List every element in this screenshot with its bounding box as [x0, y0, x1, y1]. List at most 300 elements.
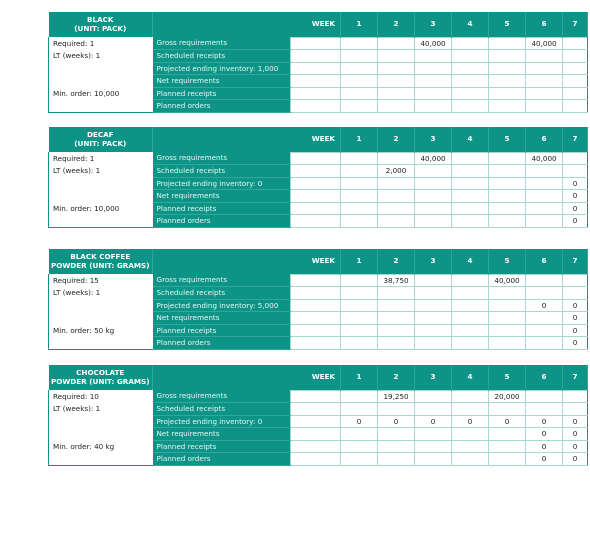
value-cell	[526, 337, 563, 350]
value-cell	[341, 274, 378, 287]
value-cell	[526, 215, 563, 228]
value-cell	[489, 202, 526, 215]
item-parameter	[49, 337, 153, 350]
week-number: 6	[526, 127, 563, 152]
value-cell	[526, 100, 563, 113]
week-0-cell	[291, 100, 341, 113]
item-title-line1: DECAF	[86, 130, 114, 139]
value-cell	[415, 440, 452, 453]
value-cell	[341, 403, 378, 416]
value-cell	[526, 177, 563, 190]
value-cell	[526, 62, 563, 75]
table-row	[49, 62, 588, 75]
item-title	[49, 249, 153, 274]
value-cell	[378, 75, 415, 88]
value-cell	[415, 165, 452, 178]
item-parameter: LT (weeks): 1	[49, 287, 153, 300]
value-cell	[452, 440, 489, 453]
value-cell	[489, 37, 526, 50]
value-cell	[526, 87, 563, 100]
week-number: 1	[341, 12, 378, 37]
table-row	[49, 152, 588, 165]
row-label: Projected ending inventory: 5,000	[153, 299, 291, 312]
value-cell	[415, 87, 452, 100]
value-cell	[415, 177, 452, 190]
value-cell	[489, 62, 526, 75]
value-cell: 2,000	[378, 165, 415, 178]
value-cell	[489, 453, 526, 466]
item-title-line2: (UNIT: PACK)	[74, 23, 127, 33]
week-number: 3	[415, 12, 452, 37]
table-row	[49, 324, 588, 337]
row-label: Gross requirements	[153, 390, 291, 403]
value-cell	[563, 274, 588, 287]
value-cell	[341, 87, 378, 100]
value-cell	[341, 390, 378, 403]
value-cell: 38,750	[378, 274, 415, 287]
table-row	[49, 440, 588, 453]
value-cell: 0	[563, 324, 588, 337]
value-cell	[563, 287, 588, 300]
item-title-line2: (UNIT: PACK)	[74, 138, 127, 148]
row-label: Scheduled receipts	[153, 403, 291, 416]
value-cell: 40,000	[415, 37, 452, 50]
value-cell	[415, 312, 452, 325]
value-cell	[415, 190, 452, 203]
value-cell	[415, 100, 452, 113]
value-cell	[526, 403, 563, 416]
value-cell: 0	[563, 453, 588, 466]
value-cell	[489, 50, 526, 63]
row-label: Projected ending inventory: 0	[153, 415, 291, 428]
value-cell: 19,250	[378, 390, 415, 403]
value-cell	[563, 37, 588, 50]
item-parameter	[49, 415, 153, 428]
value-cell	[489, 337, 526, 350]
item-title-line1: BLACK COFFEE	[70, 252, 131, 261]
week-0-cell	[291, 62, 341, 75]
value-cell	[378, 177, 415, 190]
value-cell	[563, 403, 588, 416]
value-cell	[341, 299, 378, 312]
value-cell	[489, 165, 526, 178]
value-cell	[415, 390, 452, 403]
value-cell	[415, 274, 452, 287]
value-cell	[415, 324, 452, 337]
value-cell	[341, 453, 378, 466]
item-parameter: Min. order: 40 kg	[49, 440, 153, 453]
week-number: 7	[563, 12, 588, 37]
value-cell	[489, 190, 526, 203]
row-label: Projected ending inventory: 0	[153, 177, 291, 190]
table-row	[49, 37, 588, 50]
value-cell	[563, 152, 588, 165]
value-cell	[452, 312, 489, 325]
table-row	[49, 287, 588, 300]
table-row	[49, 177, 588, 190]
value-cell: 0	[563, 177, 588, 190]
value-cell	[452, 165, 489, 178]
value-cell	[378, 152, 415, 165]
value-cell	[452, 390, 489, 403]
table-row	[49, 428, 588, 441]
week-number: 7	[563, 127, 588, 152]
week-0-cell	[291, 152, 341, 165]
value-cell	[415, 50, 452, 63]
row-label: Planned orders	[153, 100, 291, 113]
week-number: 1	[341, 127, 378, 152]
row-label: Planned orders	[153, 337, 291, 350]
value-cell: 0	[563, 312, 588, 325]
week-0-cell	[291, 177, 341, 190]
value-cell: 40,000	[526, 152, 563, 165]
value-cell: 0	[563, 440, 588, 453]
table-row	[49, 50, 588, 63]
item-parameter	[49, 299, 153, 312]
value-cell	[452, 177, 489, 190]
week-number: 5	[489, 127, 526, 152]
value-cell	[378, 100, 415, 113]
value-cell: 0	[526, 415, 563, 428]
row-label: Planned receipts	[153, 202, 291, 215]
value-cell	[489, 324, 526, 337]
value-cell	[452, 87, 489, 100]
value-cell: 0	[563, 190, 588, 203]
table-row	[49, 274, 588, 287]
week-0-cell	[291, 403, 341, 416]
week-number: 1	[341, 249, 378, 274]
value-cell	[452, 37, 489, 50]
value-cell	[378, 50, 415, 63]
item-title-line2: POWDER (UNIT: GRAMS)	[50, 260, 150, 270]
row-label: Net requirements	[153, 312, 291, 325]
item-parameter: LT (weeks): 1	[49, 50, 153, 63]
value-cell: 20,000	[489, 390, 526, 403]
value-cell	[489, 287, 526, 300]
value-cell	[526, 165, 563, 178]
row-label: Net requirements	[153, 75, 291, 88]
week-header: WEEK	[153, 12, 341, 37]
item-parameter	[49, 215, 153, 228]
value-cell	[526, 312, 563, 325]
week-number: 3	[415, 249, 452, 274]
week-0-cell	[291, 337, 341, 350]
item-parameter: Required: 1	[49, 152, 153, 165]
item-parameter	[49, 428, 153, 441]
week-number: 2	[378, 127, 415, 152]
value-cell	[489, 299, 526, 312]
value-cell	[378, 428, 415, 441]
item-title	[49, 365, 153, 390]
week-number: 5	[489, 365, 526, 390]
value-cell	[489, 177, 526, 190]
week-number: 4	[452, 12, 489, 37]
value-cell	[341, 324, 378, 337]
item-parameter	[49, 62, 153, 75]
value-cell	[378, 337, 415, 350]
week-0-cell	[291, 50, 341, 63]
item-title-line1: CHOCOLATE	[76, 368, 125, 377]
value-cell	[378, 215, 415, 228]
value-cell	[489, 428, 526, 441]
week-number: 6	[526, 249, 563, 274]
item-parameter: LT (weeks): 1	[49, 165, 153, 178]
row-label: Gross requirements	[153, 152, 291, 165]
table-row	[49, 415, 588, 428]
value-cell	[341, 440, 378, 453]
value-cell	[526, 324, 563, 337]
week-header: WEEK	[153, 365, 341, 390]
value-cell: 40,000	[489, 274, 526, 287]
value-cell	[563, 75, 588, 88]
value-cell	[526, 50, 563, 63]
value-cell	[563, 165, 588, 178]
value-cell	[415, 215, 452, 228]
mrp-table-decaf	[48, 127, 588, 228]
value-cell	[378, 287, 415, 300]
value-cell	[452, 190, 489, 203]
row-label: Net requirements	[153, 190, 291, 203]
week-0-cell	[291, 440, 341, 453]
item-parameter: Min. order: 10,000	[49, 87, 153, 100]
value-cell	[489, 312, 526, 325]
week-header: WEEK	[153, 249, 341, 274]
week-0-cell	[291, 453, 341, 466]
week-0-cell	[291, 87, 341, 100]
value-cell	[489, 100, 526, 113]
row-label: Planned receipts	[153, 440, 291, 453]
value-cell	[415, 75, 452, 88]
week-number: 4	[452, 249, 489, 274]
table-row	[49, 165, 588, 178]
table-row	[49, 312, 588, 325]
value-cell	[341, 50, 378, 63]
value-cell	[341, 337, 378, 350]
value-cell	[415, 62, 452, 75]
value-cell: 0	[563, 415, 588, 428]
row-label: Planned orders	[153, 453, 291, 466]
week-number: 2	[378, 12, 415, 37]
item-title-line2: POWDER (UNIT: GRAMS)	[50, 376, 150, 386]
value-cell	[341, 62, 378, 75]
value-cell	[563, 50, 588, 63]
value-cell	[452, 274, 489, 287]
value-cell	[452, 215, 489, 228]
value-cell	[415, 299, 452, 312]
value-cell	[415, 453, 452, 466]
table-row	[49, 453, 588, 466]
value-cell	[526, 274, 563, 287]
table-row	[49, 190, 588, 203]
value-cell	[341, 287, 378, 300]
table-row	[49, 299, 588, 312]
value-cell	[341, 165, 378, 178]
value-cell: 0	[563, 337, 588, 350]
week-0-cell	[291, 75, 341, 88]
item-parameter: Required: 1	[49, 37, 153, 50]
week-number: 5	[489, 249, 526, 274]
value-cell	[341, 100, 378, 113]
value-cell	[378, 190, 415, 203]
week-0-cell	[291, 415, 341, 428]
value-cell	[526, 75, 563, 88]
value-cell	[452, 428, 489, 441]
value-cell	[489, 403, 526, 416]
row-label: Gross requirements	[153, 274, 291, 287]
item-parameter: Required: 10	[49, 390, 153, 403]
mrp-table-black	[48, 12, 588, 113]
value-cell	[563, 390, 588, 403]
value-cell	[341, 75, 378, 88]
row-label: Scheduled receipts	[153, 287, 291, 300]
value-cell: 40,000	[526, 37, 563, 50]
value-cell	[452, 337, 489, 350]
week-number: 7	[563, 249, 588, 274]
table-row	[49, 75, 588, 88]
row-label: Planned receipts	[153, 324, 291, 337]
value-cell	[452, 287, 489, 300]
item-parameter	[49, 453, 153, 466]
value-cell	[563, 100, 588, 113]
week-number: 7	[563, 365, 588, 390]
week-number: 4	[452, 127, 489, 152]
value-cell: 0	[378, 415, 415, 428]
row-label: Scheduled receipts	[153, 165, 291, 178]
item-title	[49, 12, 153, 37]
week-0-cell	[291, 324, 341, 337]
value-cell	[452, 100, 489, 113]
value-cell	[378, 312, 415, 325]
item-parameter	[49, 312, 153, 325]
week-number: 5	[489, 12, 526, 37]
value-cell	[563, 87, 588, 100]
value-cell	[378, 440, 415, 453]
week-number: 4	[452, 365, 489, 390]
week-0-cell	[291, 37, 341, 50]
row-label: Scheduled receipts	[153, 50, 291, 63]
item-parameter	[49, 75, 153, 88]
week-0-cell	[291, 190, 341, 203]
value-cell: 0	[452, 415, 489, 428]
item-parameter	[49, 100, 153, 113]
item-parameter: LT (weeks): 1	[49, 403, 153, 416]
value-cell: 0	[563, 215, 588, 228]
value-cell: 0	[563, 428, 588, 441]
value-cell	[341, 190, 378, 203]
value-cell	[378, 37, 415, 50]
value-cell	[378, 62, 415, 75]
value-cell	[378, 299, 415, 312]
week-0-cell	[291, 215, 341, 228]
week-0-cell	[291, 390, 341, 403]
value-cell	[452, 299, 489, 312]
table-row	[49, 337, 588, 350]
value-cell	[341, 37, 378, 50]
week-0-cell	[291, 202, 341, 215]
value-cell	[452, 202, 489, 215]
value-cell	[526, 287, 563, 300]
value-cell	[452, 75, 489, 88]
value-cell	[341, 177, 378, 190]
item-title	[49, 127, 153, 152]
mrp-table-chocolate-powder	[48, 365, 588, 466]
value-cell	[341, 202, 378, 215]
week-0-cell	[291, 312, 341, 325]
week-0-cell	[291, 274, 341, 287]
table-row	[49, 215, 588, 228]
value-cell	[452, 403, 489, 416]
value-cell	[452, 62, 489, 75]
value-cell	[452, 324, 489, 337]
value-cell	[489, 215, 526, 228]
value-cell: 0	[341, 415, 378, 428]
item-parameter	[49, 190, 153, 203]
week-0-cell	[291, 299, 341, 312]
week-number: 3	[415, 365, 452, 390]
value-cell: 40,000	[415, 152, 452, 165]
week-header: WEEK	[153, 127, 341, 152]
item-title-line1: BLACK	[87, 15, 114, 24]
value-cell	[563, 62, 588, 75]
value-cell: 0	[526, 440, 563, 453]
mrp-table-black-coffee-powder	[48, 249, 588, 350]
table-row	[49, 100, 588, 113]
row-label: Gross requirements	[153, 37, 291, 50]
row-label: Planned receipts	[153, 87, 291, 100]
row-label: Net requirements	[153, 428, 291, 441]
value-cell	[526, 190, 563, 203]
value-cell	[378, 87, 415, 100]
week-0-cell	[291, 165, 341, 178]
table-row	[49, 87, 588, 100]
value-cell: 0	[415, 415, 452, 428]
week-number: 3	[415, 127, 452, 152]
item-parameter: Min. order: 50 kg	[49, 324, 153, 337]
value-cell	[415, 202, 452, 215]
table-row	[49, 390, 588, 403]
value-cell	[452, 152, 489, 165]
value-cell	[489, 152, 526, 165]
week-0-cell	[291, 428, 341, 441]
value-cell	[415, 337, 452, 350]
week-0-cell	[291, 287, 341, 300]
value-cell	[378, 202, 415, 215]
value-cell	[341, 312, 378, 325]
value-cell: 0	[526, 299, 563, 312]
row-label: Planned orders	[153, 215, 291, 228]
value-cell	[415, 403, 452, 416]
value-cell: 0	[526, 428, 563, 441]
value-cell	[378, 453, 415, 466]
week-number: 2	[378, 249, 415, 274]
table-row	[49, 403, 588, 416]
row-label: Projected ending inventory: 1,000	[153, 62, 291, 75]
value-cell: 0	[563, 202, 588, 215]
value-cell	[378, 403, 415, 416]
value-cell	[452, 453, 489, 466]
value-cell	[341, 215, 378, 228]
item-parameter: Min. order: 10,000	[49, 202, 153, 215]
value-cell	[415, 428, 452, 441]
value-cell: 0	[563, 299, 588, 312]
value-cell	[489, 440, 526, 453]
item-parameter: Required: 15	[49, 274, 153, 287]
week-number: 2	[378, 365, 415, 390]
week-number: 6	[526, 365, 563, 390]
table-row	[49, 202, 588, 215]
value-cell	[341, 428, 378, 441]
value-cell	[526, 390, 563, 403]
